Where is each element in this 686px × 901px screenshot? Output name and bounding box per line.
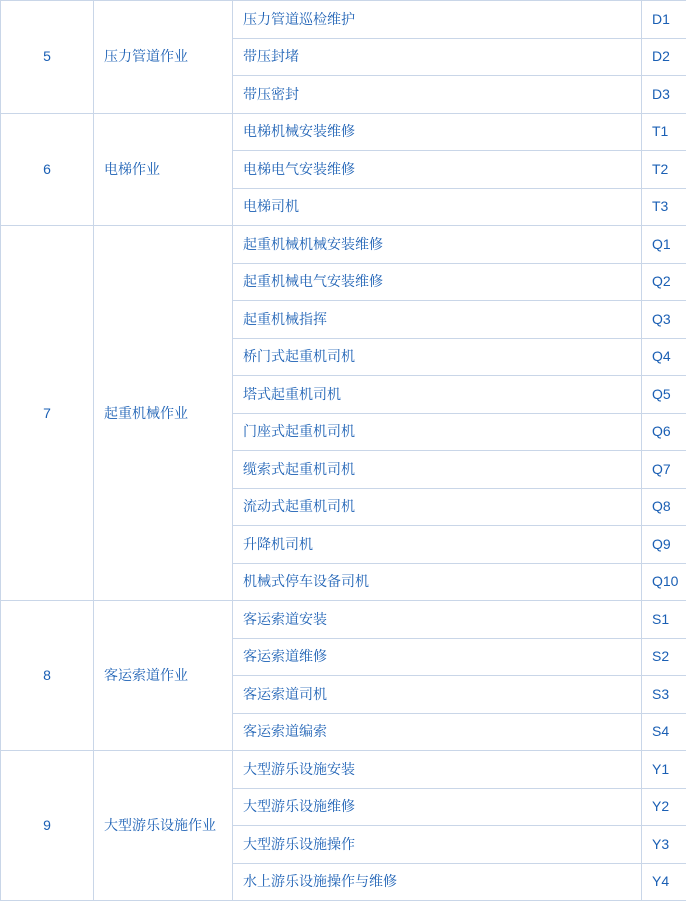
item-code: Q1 [642,226,686,264]
table-row [1,226,686,264]
item-name: 客运索道编索 [233,713,642,751]
item-code: Q6 [642,413,686,451]
item-name: 客运索道维修 [233,638,642,676]
item-code: S4 [642,713,686,751]
item-code: Q7 [642,451,686,489]
item-code: T1 [642,113,686,151]
item-name: 缆索式起重机司机 [233,451,642,489]
item-code: D2 [642,38,686,76]
item-code: T2 [642,151,686,189]
item-name: 压力管道巡检维护 [233,1,642,39]
item-code: Y4 [642,863,686,901]
item-code: Q10 [642,563,686,601]
item-name: 起重机械指挥 [233,301,642,339]
table-row [1,113,686,151]
item-code: S2 [642,638,686,676]
row-number: 9 [1,751,94,901]
category-name: 电梯作业 [94,113,233,226]
item-code: Q5 [642,376,686,414]
item-code: Q9 [642,526,686,564]
row-number: 5 [1,1,94,114]
item-code: D1 [642,1,686,39]
item-name: 客运索道司机 [233,676,642,714]
item-code: D3 [642,76,686,114]
item-code: T3 [642,188,686,226]
row-number: 7 [1,226,94,601]
category-name: 大型游乐设施作业 [94,751,233,901]
table-row [1,751,686,789]
item-name: 机械式停车设备司机 [233,563,642,601]
item-name: 大型游乐设施操作 [233,826,642,864]
item-name: 桥门式起重机司机 [233,338,642,376]
item-name: 电梯电气安装维修 [233,151,642,189]
item-name: 流动式起重机司机 [233,488,642,526]
category-name: 起重机械作业 [94,226,233,601]
item-code: Q3 [642,301,686,339]
item-name: 大型游乐设施维修 [233,788,642,826]
item-name: 升降机司机 [233,526,642,564]
item-code: S1 [642,601,686,639]
item-code: Y1 [642,751,686,789]
item-name: 带压封堵 [233,38,642,76]
item-name: 起重机械机械安装维修 [233,226,642,264]
item-name: 门座式起重机司机 [233,413,642,451]
row-number: 6 [1,113,94,226]
item-code: Y2 [642,788,686,826]
table-row [1,601,686,639]
category-name: 压力管道作业 [94,1,233,114]
item-name: 水上游乐设施操作与维修 [233,863,642,901]
item-name: 大型游乐设施安装 [233,751,642,789]
item-code: S3 [642,676,686,714]
item-name: 塔式起重机司机 [233,376,642,414]
item-name: 客运索道安装 [233,601,642,639]
item-code: Q8 [642,488,686,526]
item-code: Q4 [642,338,686,376]
table-row [1,1,686,39]
item-name: 带压密封 [233,76,642,114]
item-name: 电梯司机 [233,188,642,226]
item-code: Q2 [642,263,686,301]
category-name: 客运索道作业 [94,601,233,751]
row-number: 8 [1,601,94,751]
item-name: 电梯机械安装维修 [233,113,642,151]
item-name: 起重机械电气安装维修 [233,263,642,301]
item-code: Y3 [642,826,686,864]
